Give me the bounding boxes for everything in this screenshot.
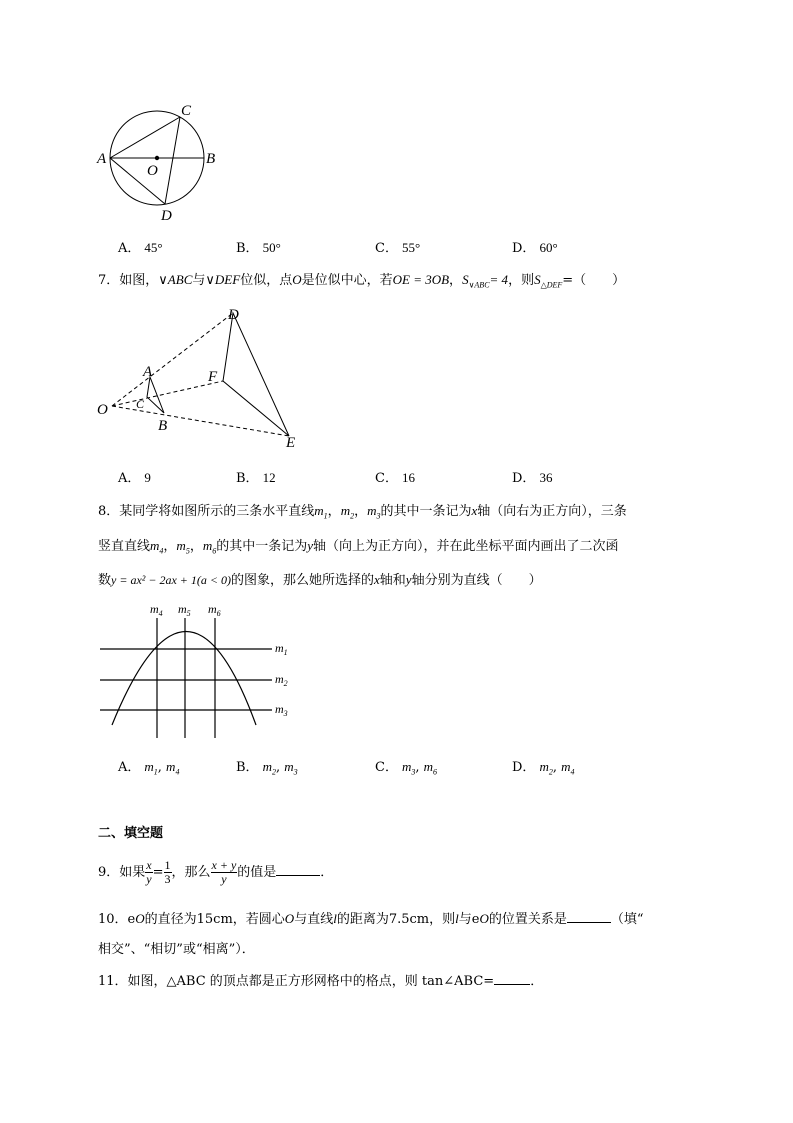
label-e: E (286, 435, 296, 451)
q9-question: 9．如果 $\frac{x}{y}$ = $\frac{1}{3}$ ，那么 $\frac{x + y}{y}$ 的值是 ． (98, 858, 334, 886)
q7-option-c[interactable]: C． 16 (375, 470, 415, 486)
q8-question-line2: 竖直直线$m_4$，$m_5$，$m_6$的其中一条记为y轴（向上为正方向），并在此坐标平面内画出了二次函 (98, 538, 619, 556)
label-a: A (143, 364, 153, 380)
section-fill-in-blank: 二、填空题 (98, 826, 164, 841)
label-c: C (181, 103, 192, 119)
q6-option-d[interactable]: D． 60° (512, 240, 558, 256)
circle-figure (95, 98, 230, 226)
q8-option-d[interactable]: D． $m_2$, $m_4$ (512, 759, 575, 777)
q6-option-c[interactable]: C． 55° (375, 240, 421, 256)
label-m6: $m_6$ (208, 602, 221, 618)
fraction-1-over-3: $\frac{1}{3}$ (164, 858, 171, 886)
q8-option-a[interactable]: A． $m_1$, $m_4$ (118, 759, 180, 777)
label-o: O (97, 402, 108, 418)
chord-cd (165, 117, 180, 204)
label-b: B (158, 418, 168, 434)
fraction-x-over-y: $\frac{x}{y}$ (146, 858, 152, 886)
q6-option-a[interactable]: A． 45° (118, 240, 163, 256)
answer-blank-q9[interactable] (276, 863, 320, 876)
q7-option-d[interactable]: D． 36 (512, 470, 553, 486)
q6-option-b[interactable]: B． 50° (236, 240, 281, 256)
parabola-figure (96, 600, 296, 742)
q10-question-line1: 10．eO的直径为15cm，若圆心O与直线l的距离为7.5cm，则l与eO的位置关系是 （填“ (98, 911, 644, 927)
label-o: O (147, 163, 158, 179)
center-dot (155, 156, 159, 160)
q7-option-a[interactable]: A． 9 (118, 470, 151, 486)
answer-blank-q10[interactable] (567, 910, 611, 923)
q8-question-line1: 8．某同学将如图所示的三条水平直线$m_1$，$m_2$，$m_3$的其中一条记为x轴（向右为正方向），三条 (98, 503, 627, 521)
q7-option-b[interactable]: B． 12 (236, 470, 276, 486)
fraction-xy-over-y: $\frac{x + y}{y}$ (211, 858, 237, 886)
label-m3: $m_3$ (275, 702, 288, 718)
label-m5: $m_5$ (178, 602, 191, 618)
label-a: A (97, 151, 107, 167)
q8-option-b[interactable]: B． $m_2$, $m_3$ (236, 759, 298, 777)
q8-question-line3: 数y = ax² − 2ax + 1(a < 0)的图象，那么她所选择的x轴和y轴分别为直线（ ） (98, 572, 542, 588)
label-d: D (161, 208, 172, 224)
label-m4: $m_4$ (150, 602, 163, 618)
label-d: D (228, 307, 239, 323)
ray-od (112, 313, 233, 406)
label-b: B (206, 151, 216, 167)
q10-question-line2: 相交”、“相切”或“相离”）． (98, 942, 255, 957)
chord-ac (110, 117, 180, 158)
label-f: F (208, 369, 218, 385)
q11-question: 11．如图，△ABC 的顶点都是正方形网格中的格点，则 tan∠ABC= ． (98, 974, 544, 989)
triangle-def (223, 313, 289, 436)
parabola-curve (112, 632, 256, 726)
q8-option-c[interactable]: C． $m_3$, $m_6$ (375, 759, 437, 777)
answer-blank-q11[interactable] (494, 972, 530, 985)
label-m2: $m_2$ (275, 672, 288, 688)
label-m1: $m_1$ (275, 641, 288, 657)
ray-of (112, 381, 223, 406)
label-c: C (136, 397, 145, 411)
homothety-figure (92, 300, 312, 455)
q7-question: 7．如图，∨ABC与∨DEF位似，点O是位似中心，若OE = 3OB，$S_{\vee ABC}= 4$，则$S_{\triangle DEF}=$（ ） (98, 272, 626, 290)
